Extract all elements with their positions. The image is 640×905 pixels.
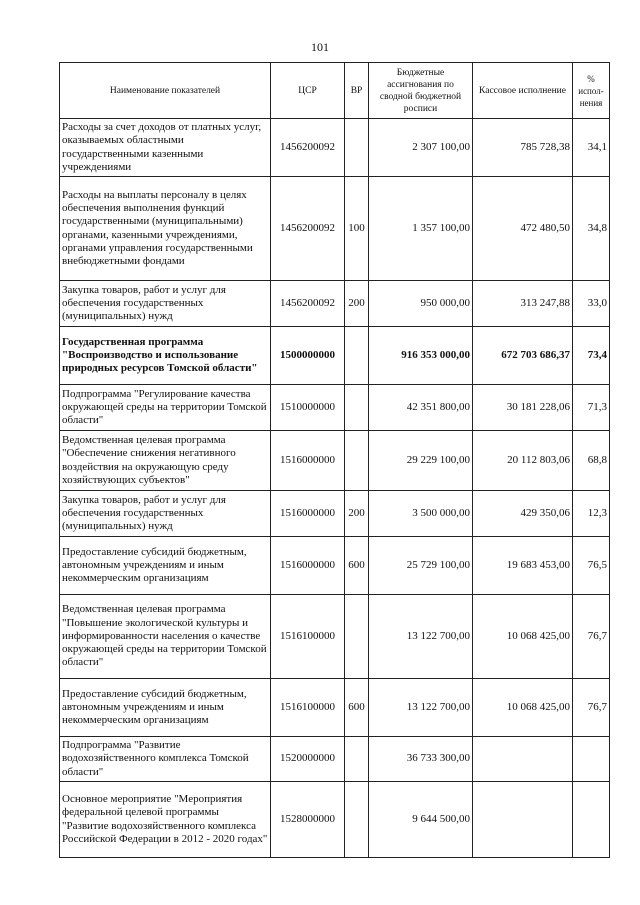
row-csr: 1520000000 bbox=[271, 737, 345, 782]
row-csr: 1516100000 bbox=[271, 595, 345, 679]
header-csr: ЦСР bbox=[271, 63, 345, 119]
row-name: Расходы на выплаты персоналу в целях обеспечения выполнения функций государственными (муниципальными) органами, казенными учреждениями, органами управления государственными внебюджетными фондами bbox=[60, 177, 271, 281]
row-name: Расходы за счет доходов от платных услуг, оказываемых областными государственными казенными учреждениями bbox=[60, 119, 271, 177]
table-row bbox=[60, 737, 610, 782]
row-vr bbox=[345, 431, 369, 491]
row-vr: 200 bbox=[345, 491, 369, 537]
row-cash: 10 068 425,00 bbox=[473, 679, 573, 737]
row-cash bbox=[473, 737, 573, 782]
row-budget: 9 644 500,00 bbox=[369, 782, 473, 858]
header-pct: % испол-нения bbox=[573, 63, 610, 119]
row-budget: 13 122 700,00 bbox=[369, 595, 473, 679]
table-row bbox=[60, 595, 610, 679]
row-pct: 68,8 bbox=[573, 431, 610, 491]
row-csr: 1456200092 bbox=[271, 281, 345, 327]
row-csr: 1456200092 bbox=[271, 177, 345, 281]
row-csr: 1500000000 bbox=[271, 327, 345, 385]
row-cash: 672 703 686,37 bbox=[473, 327, 573, 385]
row-cash: 19 683 453,00 bbox=[473, 537, 573, 595]
row-pct: 76,5 bbox=[573, 537, 610, 595]
row-cash: 785 728,38 bbox=[473, 119, 573, 177]
row-pct: 33,0 bbox=[573, 281, 610, 327]
row-name: Закупка товаров, работ и услуг для обеспечения государственных (муниципальных) нужд bbox=[60, 491, 271, 537]
page-number: 101 bbox=[311, 40, 329, 54]
row-csr: 1456200092 bbox=[271, 119, 345, 177]
row-pct bbox=[573, 782, 610, 858]
row-vr: 100 bbox=[345, 177, 369, 281]
row-budget: 25 729 100,00 bbox=[369, 537, 473, 595]
row-vr bbox=[345, 385, 369, 431]
budget-table bbox=[59, 62, 610, 858]
table-row bbox=[60, 537, 610, 595]
table-row bbox=[60, 177, 610, 281]
row-csr: 1516000000 bbox=[271, 431, 345, 491]
row-pct: 76,7 bbox=[573, 679, 610, 737]
row-vr: 200 bbox=[345, 281, 369, 327]
row-pct: 71,3 bbox=[573, 385, 610, 431]
row-budget: 29 229 100,00 bbox=[369, 431, 473, 491]
row-pct: 34,8 bbox=[573, 177, 610, 281]
row-pct bbox=[573, 737, 610, 782]
row-csr: 1528000000 bbox=[271, 782, 345, 858]
table-row bbox=[60, 119, 610, 177]
row-budget: 3 500 000,00 bbox=[369, 491, 473, 537]
row-cash: 10 068 425,00 bbox=[473, 595, 573, 679]
row-budget: 42 351 800,00 bbox=[369, 385, 473, 431]
row-vr bbox=[345, 327, 369, 385]
table-row bbox=[60, 281, 610, 327]
row-cash: 429 350,06 bbox=[473, 491, 573, 537]
row-csr: 1516000000 bbox=[271, 491, 345, 537]
table-row bbox=[60, 431, 610, 491]
table-header-row bbox=[60, 63, 610, 119]
row-budget: 13 122 700,00 bbox=[369, 679, 473, 737]
header-budget: Бюджетные ассигнования по сводной бюджетной росписи bbox=[369, 63, 473, 119]
table-row bbox=[60, 782, 610, 858]
table-row bbox=[60, 679, 610, 737]
row-budget: 950 000,00 bbox=[369, 281, 473, 327]
row-vr: 600 bbox=[345, 537, 369, 595]
header-vr: ВР bbox=[345, 63, 369, 119]
row-vr bbox=[345, 737, 369, 782]
row-vr bbox=[345, 595, 369, 679]
row-name: Подпрограмма "Регулирование качества окружающей среды на территории Томской области" bbox=[60, 385, 271, 431]
row-vr bbox=[345, 119, 369, 177]
row-name: Предоставление субсидий бюджетным, автономным учреждениям и иным некоммерческим организациям bbox=[60, 679, 271, 737]
row-budget: 916 353 000,00 bbox=[369, 327, 473, 385]
row-name: Государственная программа "Воспроизводство и использование природных ресурсов Томской области" bbox=[60, 327, 271, 385]
row-vr bbox=[345, 782, 369, 858]
row-name: Предоставление субсидий бюджетным, автономным учреждениям и иным некоммерческим организациям bbox=[60, 537, 271, 595]
row-budget: 2 307 100,00 bbox=[369, 119, 473, 177]
row-pct: 12,3 bbox=[573, 491, 610, 537]
row-csr: 1516000000 bbox=[271, 537, 345, 595]
row-budget: 1 357 100,00 bbox=[369, 177, 473, 281]
row-cash: 30 181 228,06 bbox=[473, 385, 573, 431]
table-row bbox=[60, 385, 610, 431]
row-budget: 36 733 300,00 bbox=[369, 737, 473, 782]
table-row bbox=[60, 491, 610, 537]
row-csr: 1510000000 bbox=[271, 385, 345, 431]
row-cash: 472 480,50 bbox=[473, 177, 573, 281]
row-cash: 20 112 803,06 bbox=[473, 431, 573, 491]
row-pct: 34,1 bbox=[573, 119, 610, 177]
table-row bbox=[60, 327, 610, 385]
row-name: Основное мероприятие "Мероприятия федеральной целевой программы "Развитие водохозяйственного комплекса Российской Федерации в 2012 - 2020 годах" bbox=[60, 782, 271, 858]
row-name: Ведомственная целевая программа "Повышение экологической культуры и информированности населения о качестве окружающей среды на территории Томской области" bbox=[60, 595, 271, 679]
row-csr: 1516100000 bbox=[271, 679, 345, 737]
row-pct: 73,4 bbox=[573, 327, 610, 385]
header-name: Наименование показателей bbox=[60, 63, 271, 119]
row-name: Подпрограмма "Развитие водохозяйственного комплекса Томской области" bbox=[60, 737, 271, 782]
row-name: Закупка товаров, работ и услуг для обеспечения государственных (муниципальных) нужд bbox=[60, 281, 271, 327]
header-cash: Кассовое исполнение bbox=[473, 63, 573, 119]
row-vr: 600 bbox=[345, 679, 369, 737]
row-pct: 76,7 bbox=[573, 595, 610, 679]
row-name: Ведомственная целевая программа "Обеспечение снижения негативного воздействия на окружающую среду хозяйствующих субъектов" bbox=[60, 431, 271, 491]
row-cash bbox=[473, 782, 573, 858]
row-cash: 313 247,88 bbox=[473, 281, 573, 327]
